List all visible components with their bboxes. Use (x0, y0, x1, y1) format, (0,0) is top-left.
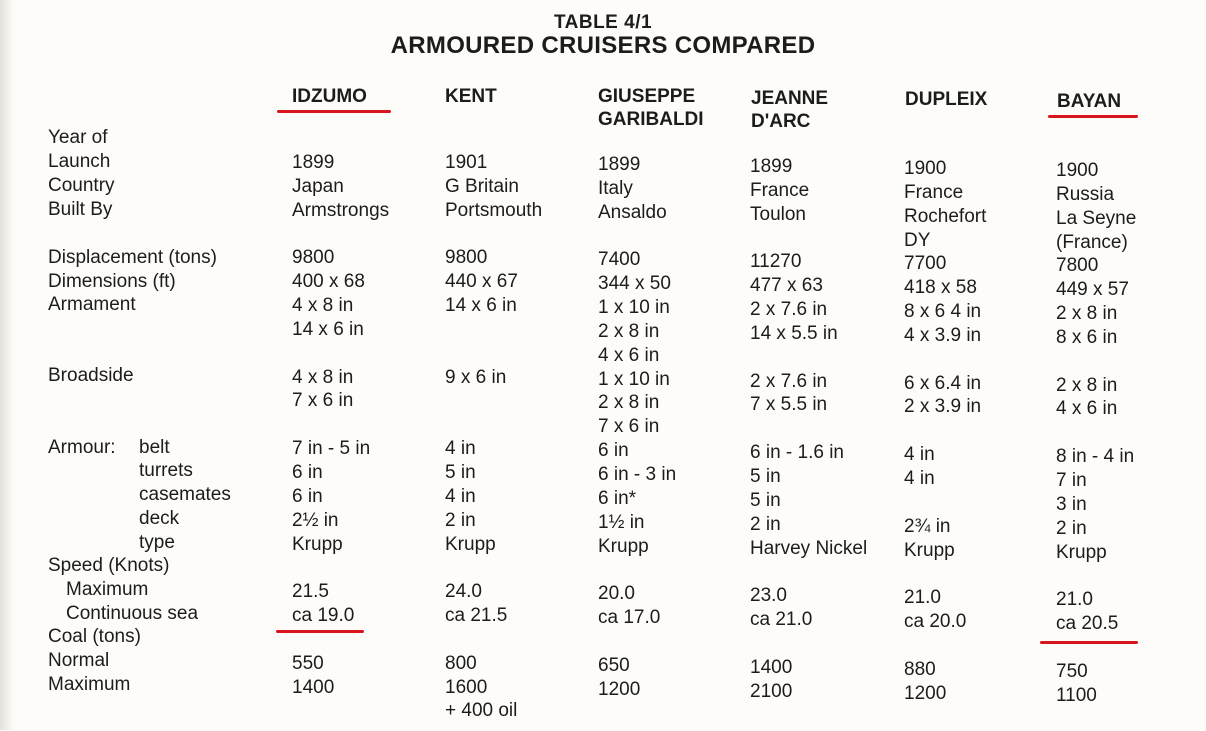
table-cell: 1 x 10 in (598, 368, 670, 390)
table-cell: 14 x 6 in (445, 295, 517, 317)
column-bayan (1056, 159, 1136, 731)
table-cell (750, 560, 867, 584)
table-cell: 4 in (904, 467, 935, 489)
table-cell: 4 in (445, 438, 476, 460)
table-cell: Russia (1056, 183, 1115, 205)
label-speed-maximum: Maximum (66, 579, 149, 600)
table-cell: 1400 (750, 656, 793, 678)
table-cell: 9800 (445, 247, 488, 269)
table-cell: 650 (598, 654, 630, 676)
table-cell: 1901 (445, 152, 488, 173)
table-cell: 440 x 67 (445, 271, 518, 293)
table-cell (292, 223, 389, 247)
table-cell (445, 342, 542, 366)
table-cell: 21.0 (1056, 589, 1093, 611)
table-cell: 2¾ in (904, 515, 951, 537)
table-cell: 7 in - 5 in (292, 438, 371, 460)
table-cell (292, 628, 389, 652)
table-cell: 1899 (750, 156, 793, 177)
table-cell: ca 17.0 (598, 607, 661, 629)
table-cell: 4 in (904, 444, 935, 466)
table-cell (598, 225, 676, 249)
label-year-of: Year of (48, 127, 108, 148)
table-cell: 4 x 3.9 in (904, 324, 982, 346)
table-title: ARMOURED CRUISERS COMPARED (390, 32, 816, 59)
table-cell: 7 x 5.5 in (750, 394, 828, 416)
table-cell: 2 x 8 in (598, 320, 660, 342)
table-cell: Krupp (445, 533, 496, 555)
table-cell: 4 x 6 in (598, 344, 660, 366)
table-cell: 449 x 57 (1056, 279, 1129, 301)
table-cell: ca 20.0 (904, 611, 967, 633)
ship-header-garibaldi: GIUSEPPE GARIBALDI (598, 86, 704, 130)
table-cell (445, 628, 542, 652)
label-country: Country (48, 175, 115, 196)
table-cell: Toulon (750, 203, 806, 225)
table-cell: G Britain (445, 175, 519, 197)
table-cell: 2 x 7.6 in (750, 299, 828, 321)
label-displacement: Displacement (tons) (48, 247, 217, 268)
table-cell: 2 x 7.6 in (750, 370, 828, 392)
label-built-by: Built By (48, 199, 113, 220)
table-cell: 550 (292, 652, 324, 674)
label-coal: Coal (tons) (48, 626, 141, 647)
table-cell: 1½ in (598, 511, 645, 533)
table-cell: 2 in (750, 513, 781, 535)
table-cell: 4 x 8 in (292, 295, 354, 317)
table-cell: 23.0 (750, 585, 787, 607)
table-cell (904, 705, 986, 729)
table-cell (904, 634, 986, 658)
table-cell: 2 x 8 in (1056, 374, 1118, 396)
table-cell: 7 x 6 in (598, 416, 660, 438)
table-cell: Ansaldo (598, 201, 667, 223)
table-cell: 5 in (750, 465, 781, 487)
label-launch: Launch (48, 151, 111, 172)
table-cell (904, 491, 986, 515)
table-cell: Harvey Nickel (750, 537, 868, 559)
table-cell: Rochefort (904, 205, 987, 227)
table-cell: Krupp (292, 533, 343, 555)
table-cell: 2 x 3.9 in (904, 396, 982, 418)
table-cell: 1100 (1056, 684, 1097, 706)
table-cell: 1200 (904, 682, 947, 704)
table-cell: 1600 (445, 676, 488, 698)
table-cell: ca 20.5 (1056, 613, 1119, 635)
table-cell (445, 318, 542, 342)
table-cell: 6 in - 3 in (598, 463, 677, 485)
column-dupleix (904, 157, 986, 729)
table-cell: 800 (445, 652, 477, 674)
table-cell: 24.0 (445, 581, 482, 603)
table-cell: France (904, 181, 964, 203)
table-cell: 6 in - 1.6 in (750, 442, 844, 464)
table-cell (598, 630, 676, 654)
table-cell: 8 x 6 4 in (904, 301, 982, 323)
table-cell: 21.5 (292, 581, 329, 603)
table-cell: 1400 (292, 676, 335, 698)
table-cell: Italy (598, 177, 633, 199)
table-cell: 2 in (1056, 517, 1087, 539)
table-cell (598, 701, 676, 725)
label-armour-casemates: casemates (139, 484, 231, 505)
table-cell: 8 in - 4 in (1056, 446, 1135, 468)
table-cell: 7700 (904, 253, 947, 275)
table-cell: 20.0 (598, 583, 635, 605)
label-armour-belt: belt (139, 437, 170, 458)
column-idzumo (292, 151, 389, 723)
table-cell (1056, 564, 1136, 588)
table-cell: (France) (1056, 231, 1128, 253)
table-cell: 2 x 8 in (598, 392, 660, 414)
table-cell: 400 x 68 (292, 271, 365, 293)
table-cell: 7400 (598, 249, 641, 271)
table-cell: 1200 (598, 678, 641, 700)
label-armament: Armament (48, 294, 136, 315)
table-cell: 1 x 10 in (598, 297, 670, 319)
table-cell: 6 x 6.4 in (904, 372, 982, 394)
table-cell: 418 x 58 (904, 277, 977, 299)
table-cell (904, 419, 986, 443)
table-cell (1056, 421, 1136, 445)
table-cell (904, 562, 986, 586)
table-cell: 4 x 8 in (292, 366, 354, 388)
column-jeanne-darc (750, 155, 867, 727)
bayan-header-underline (1048, 115, 1138, 118)
label-armour-turrets: turrets (139, 460, 193, 481)
table-cell: ca 21.5 (445, 605, 508, 627)
table-cell: 6 in (292, 461, 323, 483)
table-cell: 1899 (292, 152, 335, 173)
table-cell (1056, 350, 1136, 374)
label-dimensions: Dimensions (ft) (48, 271, 176, 292)
table-cell: 21.0 (904, 587, 941, 609)
table-cell: 11270 (750, 251, 802, 273)
table-cell (292, 699, 389, 723)
table-cell: DY (904, 229, 931, 251)
ship-header-jeanne-darc: JEANNE D'ARC (751, 88, 829, 132)
table-cell: Portsmouth (445, 199, 543, 221)
table-cell: 344 x 50 (598, 273, 671, 295)
table-cell: 1900 (904, 158, 947, 179)
table-cell (750, 346, 867, 370)
page-edge-shadow (0, 0, 14, 730)
label-coal-maximum: Maximum (48, 674, 131, 695)
label-armour-deck: deck (139, 508, 180, 529)
table-cell: 5 in (750, 489, 781, 511)
table-cell (445, 413, 542, 437)
label-continuous-sea: Continuous sea (66, 603, 199, 624)
table-cell (292, 413, 389, 437)
table-number: TABLE 4/1 (553, 12, 653, 33)
table-cell: France (750, 179, 810, 201)
table-cell (1056, 707, 1136, 731)
table-cell: 7 in (1056, 469, 1087, 491)
table-cell (750, 417, 867, 441)
table-cell: 14 x 6 in (292, 318, 364, 340)
table-cell: Armstrongs (292, 199, 390, 221)
table-cell: 3 in (1056, 493, 1087, 515)
label-speed: Speed (Knots) (48, 555, 170, 576)
label-broadside: Broadside (48, 365, 134, 386)
table-cell: Krupp (598, 535, 649, 557)
table-cell (750, 632, 867, 656)
table-cell: 2½ in (292, 509, 339, 531)
ship-header-bayan: BAYAN (1057, 91, 1122, 112)
table-cell: 4 x 6 in (1056, 398, 1118, 420)
table-cell: 750 (1056, 660, 1088, 682)
column-garibaldi (598, 153, 676, 725)
idzumo-header-underline (277, 110, 391, 113)
table-cell (750, 227, 867, 251)
table-cell: 6 in (598, 440, 629, 462)
label-coal-normal: Normal (48, 650, 110, 671)
table-cell: ca 21.0 (750, 609, 813, 631)
table-cell (904, 348, 986, 372)
table-cell: 2 x 8 in (1056, 303, 1118, 325)
table-cell: + 400 oil (445, 700, 518, 722)
table-cell (750, 703, 867, 727)
table-cell: 2100 (750, 680, 793, 702)
ship-header-kent: KENT (445, 86, 497, 107)
ship-header-idzumo: IDZUMO (292, 86, 367, 107)
table-cell: 6 in (292, 485, 323, 507)
column-kent (445, 151, 542, 723)
table-cell: 14 x 5.5 in (750, 322, 838, 344)
table-cell (445, 223, 542, 247)
table-cell: Krupp (1056, 541, 1107, 563)
table-cell: 4 in (445, 485, 476, 507)
table-cell: 8 x 6 in (1056, 326, 1118, 348)
table-cell: 7800 (1056, 255, 1099, 277)
table-cell (292, 342, 389, 366)
table-cell (445, 556, 542, 580)
table-cell: 477 x 63 (750, 275, 823, 297)
table-cell: 9800 (292, 247, 335, 269)
table-cell (598, 558, 676, 582)
table-cell: 1899 (598, 154, 641, 175)
label-armour: Armour: (48, 437, 116, 458)
table-cell (445, 389, 542, 413)
table-cell: ca 19.0 (292, 605, 355, 627)
table-cell: 1900 (1056, 160, 1099, 181)
table-cell: 5 in (445, 461, 476, 483)
table-cell (292, 556, 389, 580)
table-cell (1056, 636, 1136, 660)
table-cell: 6 in* (598, 487, 637, 509)
ship-header-dupleix: DUPLEIX (905, 89, 988, 110)
label-armour-type: type (139, 532, 175, 553)
table-cell: Krupp (904, 539, 955, 561)
table-cell: 2 in (445, 509, 476, 531)
table-cell: La Seyne (1056, 207, 1137, 229)
table-cell: 880 (904, 658, 936, 680)
table-cell: 7 x 6 in (292, 390, 354, 412)
table-cell: Japan (292, 175, 344, 197)
table-cell: 9 x 6 in (445, 366, 507, 388)
